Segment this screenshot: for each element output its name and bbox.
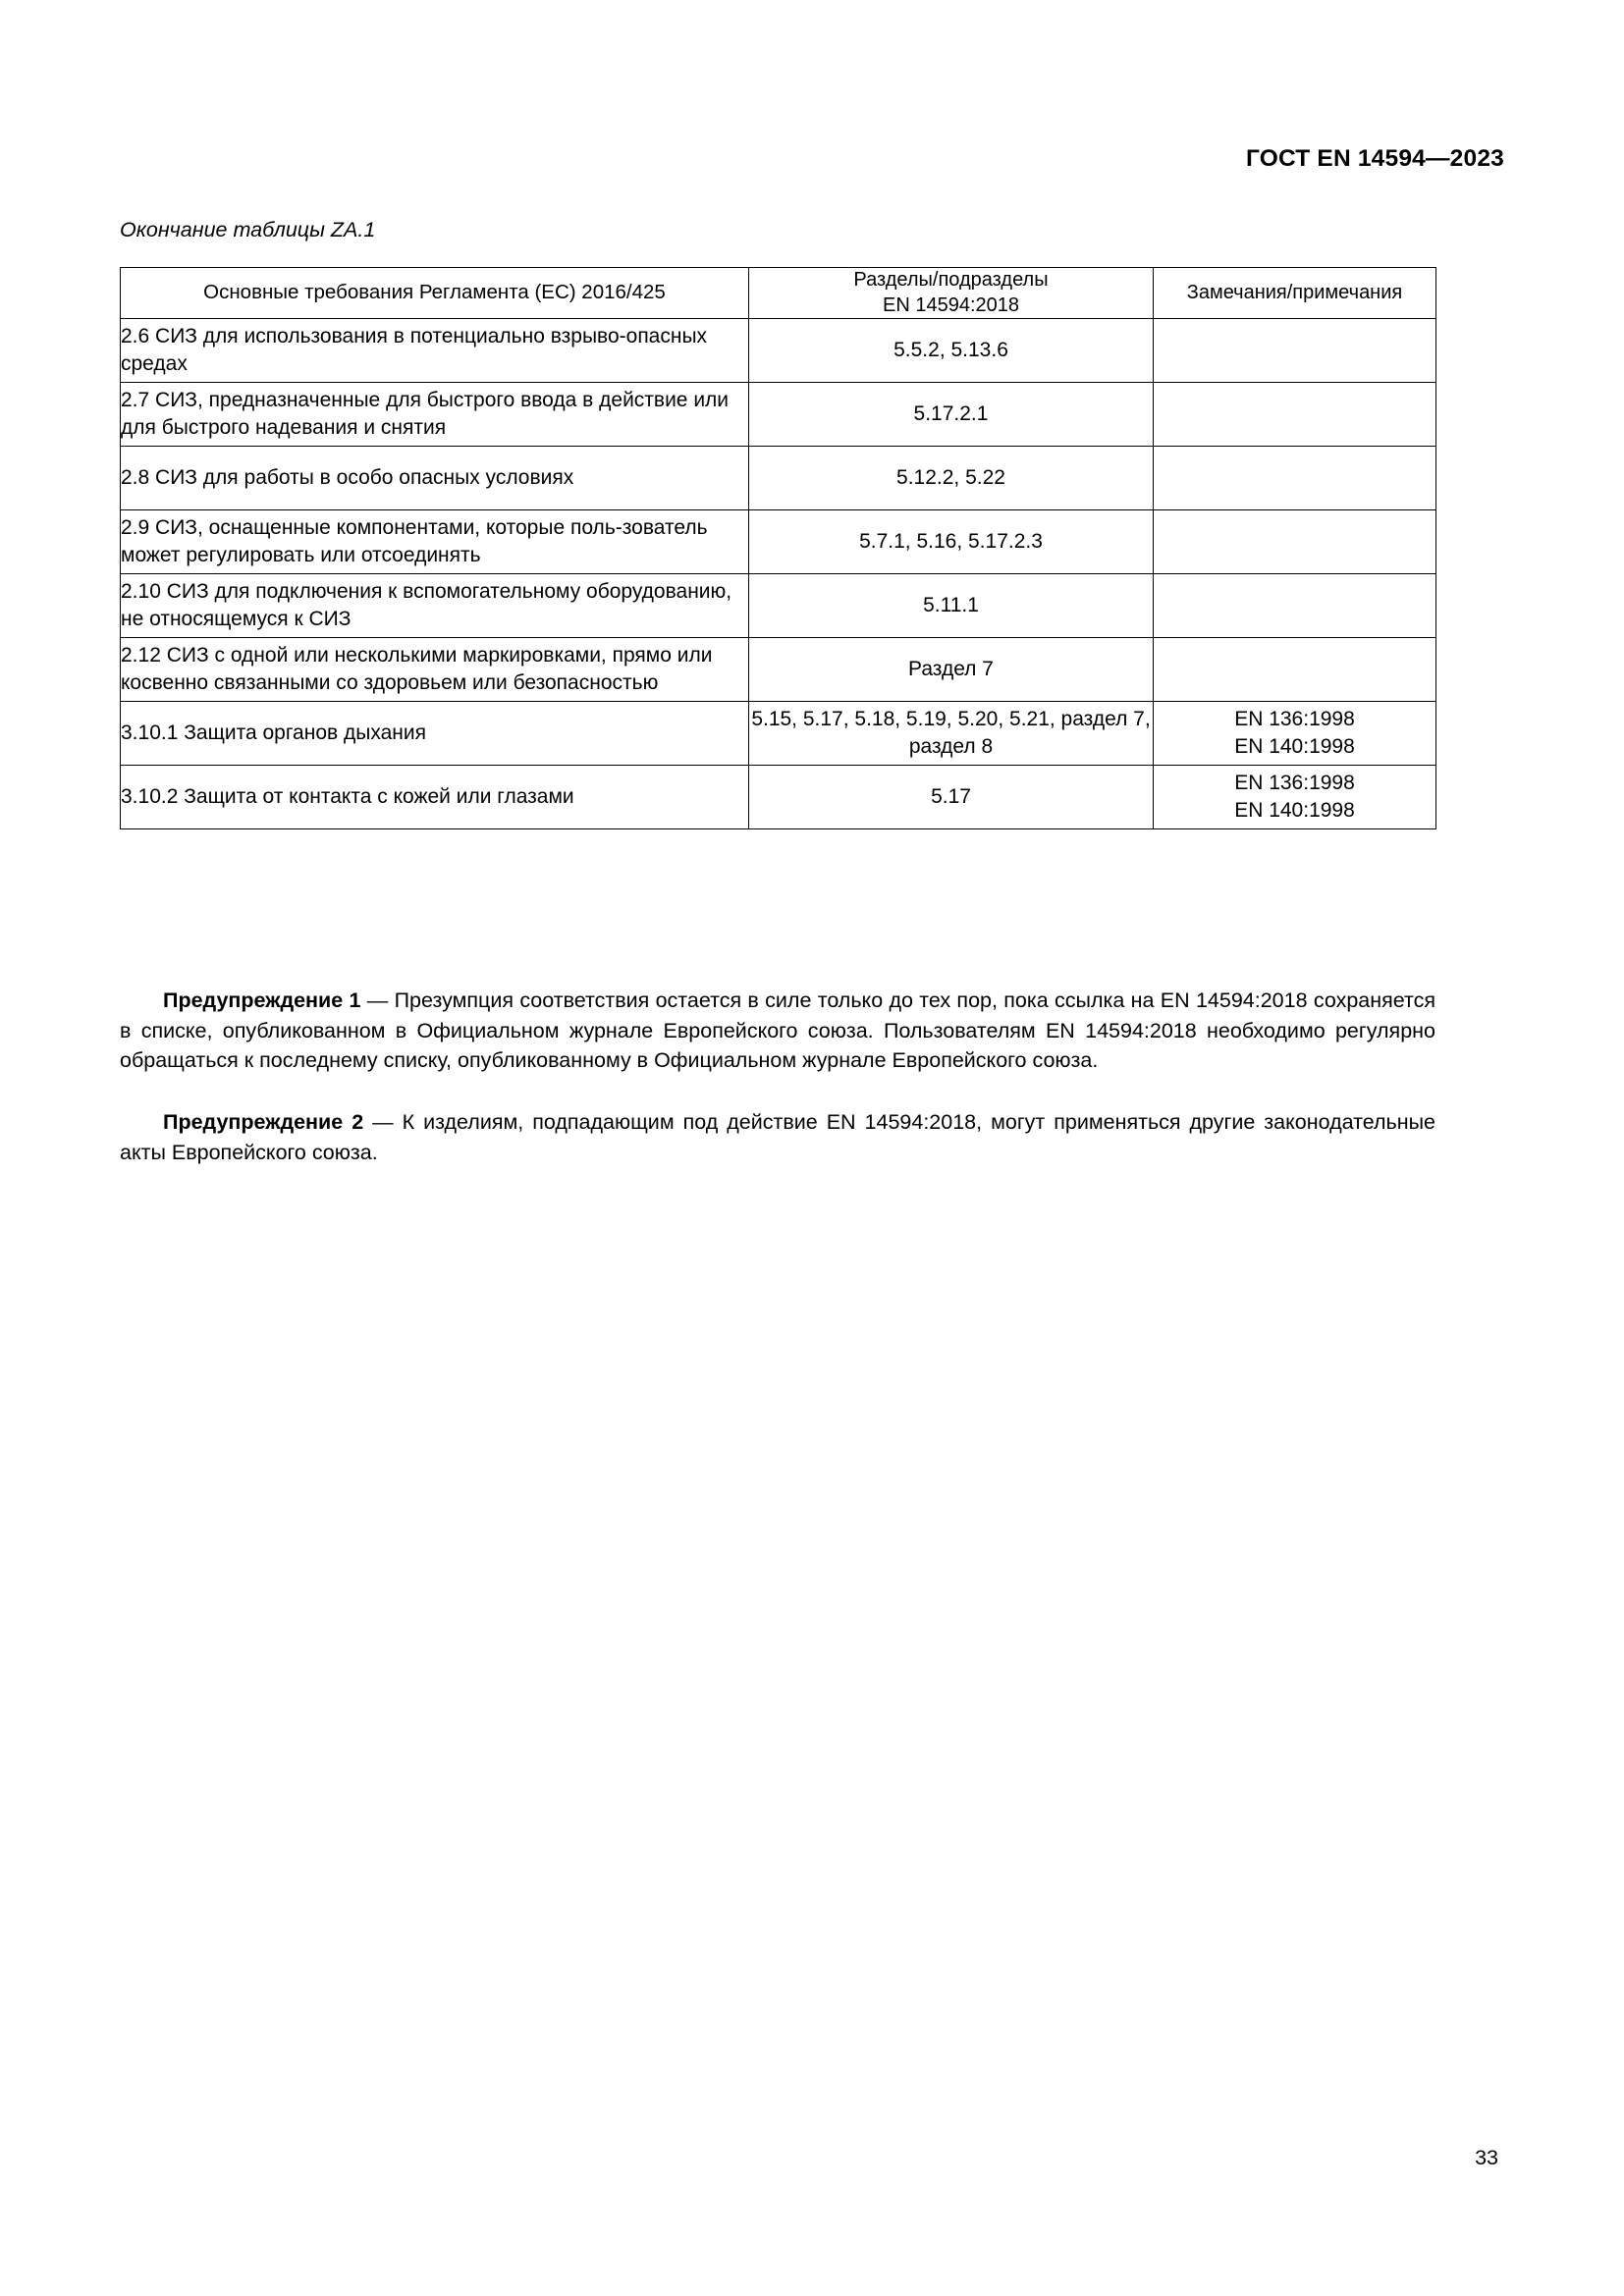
table-row	[121, 574, 1436, 638]
warning-note-2	[120, 1107, 1435, 1167]
warning-note-1-text: — Презумпция соответствия остается в силе только до тех пор, пока ссылка на EN 14594:2018 сохраняется в списке, опубликованном в Официальном журнале Европейского союза. Пользователям EN 14594:2018 необходимо регулярно обращаться к последнему списку, опубликованному в Официальном журнале Европейского союза.	[120, 988, 1435, 1073]
cell-requirement: 3.10.1 Защита органов дыхания	[121, 702, 749, 766]
table-row	[121, 638, 1436, 702]
conformity-table	[120, 267, 1436, 829]
table-row	[121, 447, 1436, 510]
cell-clauses: 5.5.2, 5.13.6	[749, 319, 1154, 383]
page-number: 33	[1475, 2146, 1498, 2169]
cell-requirement: 2.8 СИЗ для работы в особо опасных условиях	[121, 447, 749, 510]
cell-requirement: 2.10 СИЗ для подключения к вспомогательному оборудованию, не относящемуся к СИЗ	[121, 574, 749, 638]
cell-requirement: 2.7 СИЗ, предназначенные для быстрого ввода в действие или для быстрого надевания и снятия	[121, 383, 749, 447]
column-header-notes: Замечания/примечания	[1154, 268, 1436, 319]
table-caption: Окончание таблицы ZA.1	[120, 218, 376, 241]
warning-note-2-text: — К изделиям, подпадающим под действие EN 14594:2018, могут применяться другие законодательные акты Европейского союза.	[120, 1110, 1435, 1164]
cell-clauses: 5.17.2.1	[749, 383, 1154, 447]
cell-notes	[1154, 510, 1436, 574]
cell-clauses: 5.15, 5.17, 5.18, 5.19, 5.20, 5.21, раздел 7, раздел 8	[749, 702, 1154, 766]
cell-notes	[1154, 447, 1436, 510]
warning-note-1-lead: Предупреждение 1	[163, 988, 361, 1012]
cell-clauses: Раздел 7	[749, 638, 1154, 702]
table-row	[121, 510, 1436, 574]
cell-notes: EN 136:1998 EN 140:1998	[1154, 766, 1436, 829]
cell-clauses: 5.7.1, 5.16, 5.17.2.3	[749, 510, 1154, 574]
cell-requirement: 3.10.2 Защита от контакта с кожей или глазами	[121, 766, 749, 829]
table-row	[121, 383, 1436, 447]
column-header-clauses-line1: Разделы/подразделы	[853, 269, 1049, 291]
table-row	[121, 766, 1436, 829]
warning-note-1	[120, 986, 1435, 1076]
cell-notes: EN 136:1998 EN 140:1998	[1154, 702, 1436, 766]
cell-notes	[1154, 383, 1436, 447]
warning-note-2-lead: Предупреждение 2	[163, 1110, 364, 1134]
column-header-requirements: Основные требования Регламента (ЕС) 2016/425	[121, 268, 749, 319]
cell-requirement: 2.6 СИЗ для использования в потенциально взрыво-опасных средах	[121, 319, 749, 383]
table-row	[121, 702, 1436, 766]
table-row	[121, 319, 1436, 383]
cell-clauses: 5.12.2, 5.22	[749, 447, 1154, 510]
cell-clauses: 5.17	[749, 766, 1154, 829]
cell-requirement: 2.9 СИЗ, оснащенные компонентами, которые поль-зователь может регулировать или отсоединять	[121, 510, 749, 574]
table-header-row	[121, 268, 1436, 319]
cell-requirement: 2.12 СИЗ с одной или несколькими маркировками, прямо или косвенно связанными со здоровьем или безопасностью	[121, 638, 749, 702]
cell-clauses: 5.11.1	[749, 574, 1154, 638]
table-body	[121, 319, 1436, 829]
page-header-title: ГОСТ EN 14594—2023	[1245, 145, 1504, 172]
cell-notes	[1154, 638, 1436, 702]
column-header-clauses-line2: EN 14594:2018	[882, 294, 1019, 316]
cell-notes	[1154, 574, 1436, 638]
cell-notes	[1154, 319, 1436, 383]
column-header-clauses	[749, 268, 1154, 319]
